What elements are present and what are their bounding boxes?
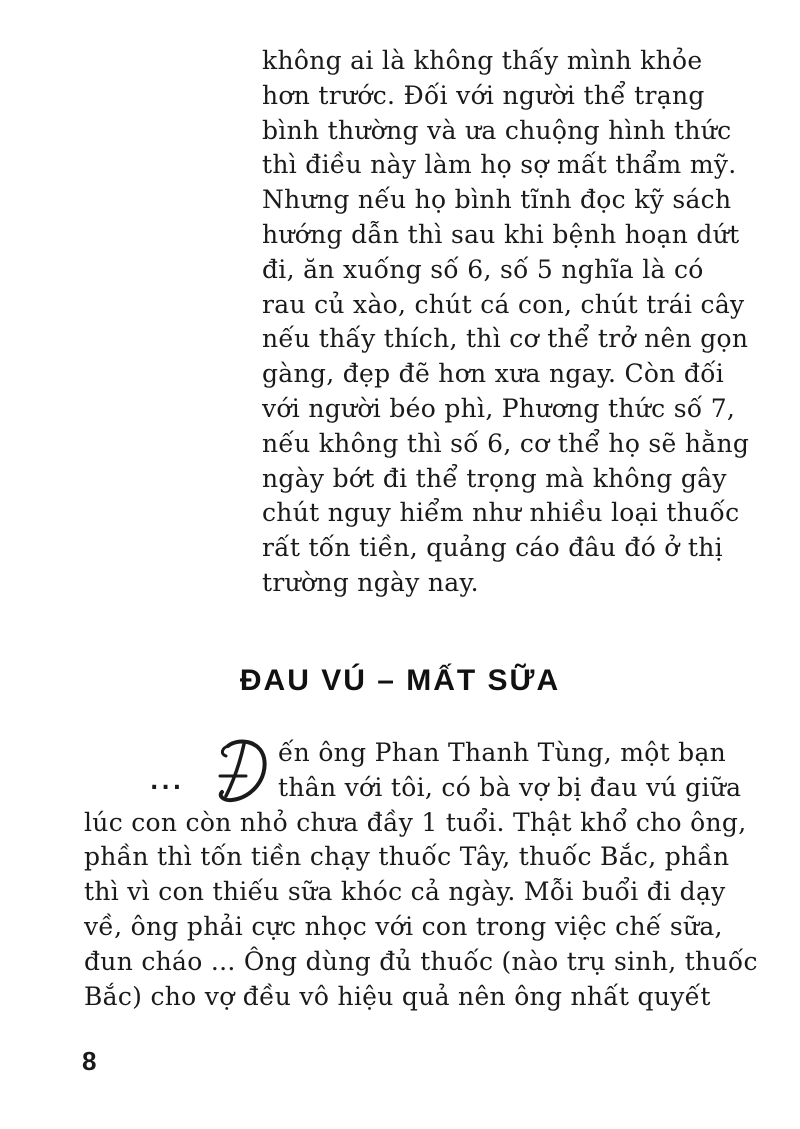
text-line: thân với tôi, có bà vợ bị đau vú giữa	[278, 772, 742, 802]
text-line: với người béo phì, Phương thức số 7,	[262, 393, 736, 423]
section-heading: ĐAU VÚ – MẤT SỮA	[239, 664, 561, 697]
text-line: nếu không thì số 6, cơ thể họ sẽ hằng	[262, 428, 750, 458]
text-line: Nhưng nếu họ bình tĩnh đọc kỹ sách	[262, 185, 732, 215]
text-line: đun cháo ... Ông dùng đủ thuốc (nào trụ sinh, thuốc	[84, 946, 758, 976]
section-body	[84, 736, 758, 1014]
text-line: hơn trước. Đối với người thể trạng	[262, 80, 705, 110]
text-line: rau củ xào, chút cá con, chút trái cây	[262, 289, 745, 319]
drop-cap-ellipsis: ...	[150, 770, 185, 795]
text-line: ến ông Phan Thanh Tùng, một bạn	[278, 738, 727, 767]
text-line: đi, ăn xuống số 6, số 5 nghĩa là có	[262, 254, 704, 284]
text-line: bình thường và ưa chuộng hình thức	[262, 115, 732, 145]
text-line: rất tốn tiền, quảng cáo đâu đó ở thị	[262, 533, 723, 563]
page-number: 8	[82, 1046, 97, 1076]
text-line: thì vì con thiếu sữa khóc cả ngày. Mỗi buổi đi dạy	[84, 877, 726, 907]
text-line: không ai là không thấy mình khỏe	[262, 46, 703, 75]
text-line: về, ông phải cực nhọc với con trong việc chế sữa,	[84, 911, 723, 941]
text-line: thì điều này làm họ sợ mất thẩm mỹ.	[262, 150, 737, 180]
text-line: nếu thấy thích, thì cơ thể trở nên gọn	[262, 324, 749, 354]
text-line: ngày bớt đi thể trọng mà không gây	[262, 463, 727, 493]
text-line: phần thì tốn tiền chạy thuốc Tây, thuốc Bắc, phần	[84, 842, 730, 872]
text-line: lúc con còn nhỏ chưa đầy 1 tuổi. Thật khổ cho ông,	[84, 807, 747, 837]
text-line: hướng dẫn thì sau khi bệnh hoạn dứt	[262, 219, 740, 249]
text-line: gàng, đẹp đẽ hơn xưa ngay. Còn đối	[262, 359, 725, 389]
intro-paragraph	[262, 44, 750, 601]
text-line: trường ngày nay.	[262, 567, 479, 597]
text-line: Bắc) cho vợ đều vô hiệu quả nên ông nhất quyết	[84, 981, 711, 1011]
text-line: chút nguy hiểm như nhiều loại thuốc	[262, 498, 740, 528]
